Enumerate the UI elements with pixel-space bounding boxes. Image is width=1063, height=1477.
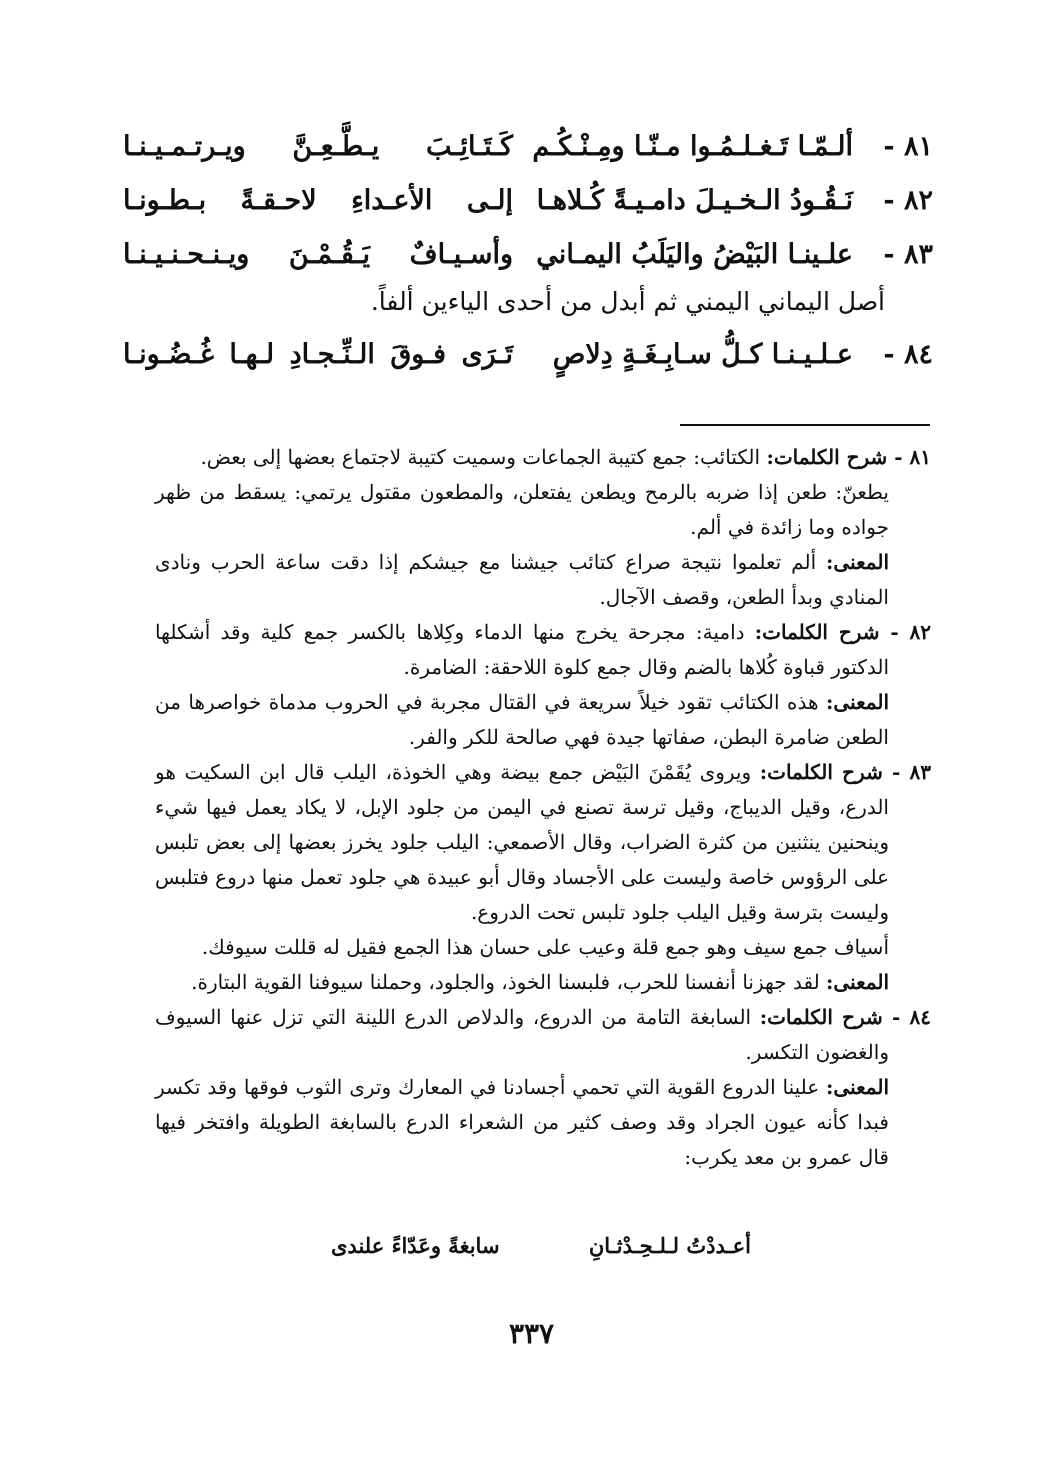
- meaning-label: المعنى:: [826, 1075, 889, 1099]
- note-81-meaning: [155, 545, 931, 615]
- note-text: السابغة التامة من الدروع، والدلاص الدرع اللينة التي تزل عنها السيوف والغضون التكسر.: [155, 1005, 889, 1064]
- note-82-meaning: [155, 685, 931, 755]
- note-label: ٨٣ - شرح الكلمات:: [759, 760, 932, 784]
- note-text: ويروى يُقَمْنَ البَيْض جمع بيضة وهي الخوذة، اليلب قال ابن السكيت هو الدرع، وقيل الديباج، وقيل ترسة تصنع في اليمن من جلود الإبل، لا يكاد يعمل فيها شيء وينحنين ينثنين من كثرة الضراب، وقال الأصمعي: اليلب جلود يخرز بعضها إلى بعض تلبس على الرؤوس خاصة وليست على الأجساد وقال أبو عبيدة هي جلود تعمل منها دروع فتلبس وليست بترسة وقيل اليلب جلود تلبس تحت الدروع.: [155, 760, 889, 924]
- verse-second-hemistich: تَـرَى فـوقَ الـنِّـجـادِ لـهـا غُـضُـونـا: [123, 339, 513, 370]
- note-83-words-cont: أسياف جمع سيف وهو جمع قلة وعيب على حسان هذا الجمع فقيل له قللت سيوفك.: [201, 935, 889, 959]
- note-label: ٨١ - شرح الكلمات:: [766, 445, 931, 469]
- verse-second-hemistich: كَـتَـائِـبَ يـطَّـعِـنَّ ويـرتـمـيـنـا: [123, 131, 513, 162]
- verse-first-hemistich: عـلـيـنـا كـلُّ سـابِـغَـةٍ دِلاصٍ: [552, 339, 853, 370]
- verse-second-hemistich: إلـى الأعـداءِ لاحـقـةً بـطـونـا: [123, 185, 513, 216]
- couplet-second-hemistich: سابغةً وعَدّاءً علندى: [331, 1233, 500, 1258]
- note-82-words: [155, 615, 931, 685]
- verse-first-hemistich: ألـمّـا تَـغـلـمُـوا مـنّـا ومِـنْـكُـم: [532, 131, 853, 162]
- page-number: ٣٣٧: [508, 1317, 555, 1350]
- note-label: ٨٤ - شرح الكلمات:: [759, 1005, 931, 1029]
- meaning-label: المعنى:: [826, 550, 889, 574]
- note-83-meaning: [155, 965, 931, 1000]
- note-84-words: [155, 1000, 931, 1070]
- note-label: ٨٢ - شرح الكلمات:: [754, 620, 931, 644]
- verse-number: ٨٢ -: [883, 185, 933, 216]
- verse-number: ٨١ -: [883, 131, 933, 162]
- note-81-words-cont: يطعنّ: طعن إذا ضربه بالرمح ويطعن يفتعلن، والمطعون مقتول يرتمي: يسقط من ظهر جواده وما زائدة في ألم.: [155, 480, 889, 539]
- verse-number: ٨٤ -: [883, 339, 933, 370]
- quoted-couplet: [331, 1228, 751, 1264]
- meaning-text: ألم تعلموا نتيجة صراع كتائب جيشنا مع جيشكم إذا دقت ساعة الحرب ونادى المنادي وبدأ الطعن، وقصف الآجال.: [155, 550, 889, 609]
- meaning-text: هذه الكتائب تقود خيلاً سريعة في القتال مجربة في الحروب مدماة خواصرها من الطعن ضامرة البطن، صفاتها جيدة فهي صالحة للكر والفر.: [155, 690, 889, 749]
- verse-81: [123, 120, 933, 174]
- commentary: [155, 440, 931, 1175]
- verse-first-hemistich: نَـقُـودُ الـخـيـلَ دامـيـةً كُـلاهـا: [536, 185, 853, 216]
- verse-82: [123, 174, 933, 228]
- note-text: الكتائب: جمع كتيبة الجماعات وسميت كتيبة لاجتماع بعضها إلى بعض.: [200, 445, 767, 469]
- note-83-words: [155, 755, 931, 930]
- verse-second-hemistich: وأسـيـافٌ يَـقُـمْـنَ ويـنـحـنـيـنـا: [123, 239, 513, 270]
- meaning-label: المعنى:: [826, 970, 889, 994]
- meaning-label: المعنى:: [826, 690, 889, 714]
- verse-84: [123, 328, 933, 382]
- verse-83-note: أصل اليماني اليمني ثم أبدل من أحدى الياءين ألفاً.: [370, 287, 885, 316]
- note-84-meaning: [155, 1070, 931, 1175]
- note-text: دامية: مجرحة يخرج منها الدماء وكِلاها بالكسر جمع كلية وقد أشكلها الدكتور قباوة كُلاها بالضم وقال جمع كلوة اللاحقة: الضامرة.: [155, 620, 889, 679]
- verse-number: ٨٣ -: [883, 239, 933, 270]
- meaning-text: لقد جهزنا أنفسنا للحرب، فلبسنا الخوذ، والجلود، وحملنا سيوفنا القوية البتارة.: [191, 970, 827, 994]
- note-81-words: [155, 440, 931, 475]
- couplet-first-hemistich: أعـددْتُ لـلـحِـدْثـانِ: [588, 1233, 751, 1258]
- verse-83: [123, 228, 933, 282]
- footnote-divider: [680, 424, 930, 426]
- meaning-text: علينا الدروع القوية التي تحمي أجسادنا في المعارك وترى الثوب فوقها وقد تكسر فبدا كأنه عيون الجراد وقد وصف كثير من الشعراء الدرع بالسابغة الطويلة وافتخر فيها قال عمرو بن معد يكرب:: [155, 1075, 889, 1169]
- verse-first-hemistich: علـينـا البَيْضُ واليَلَبُ اليمـاني: [536, 239, 853, 270]
